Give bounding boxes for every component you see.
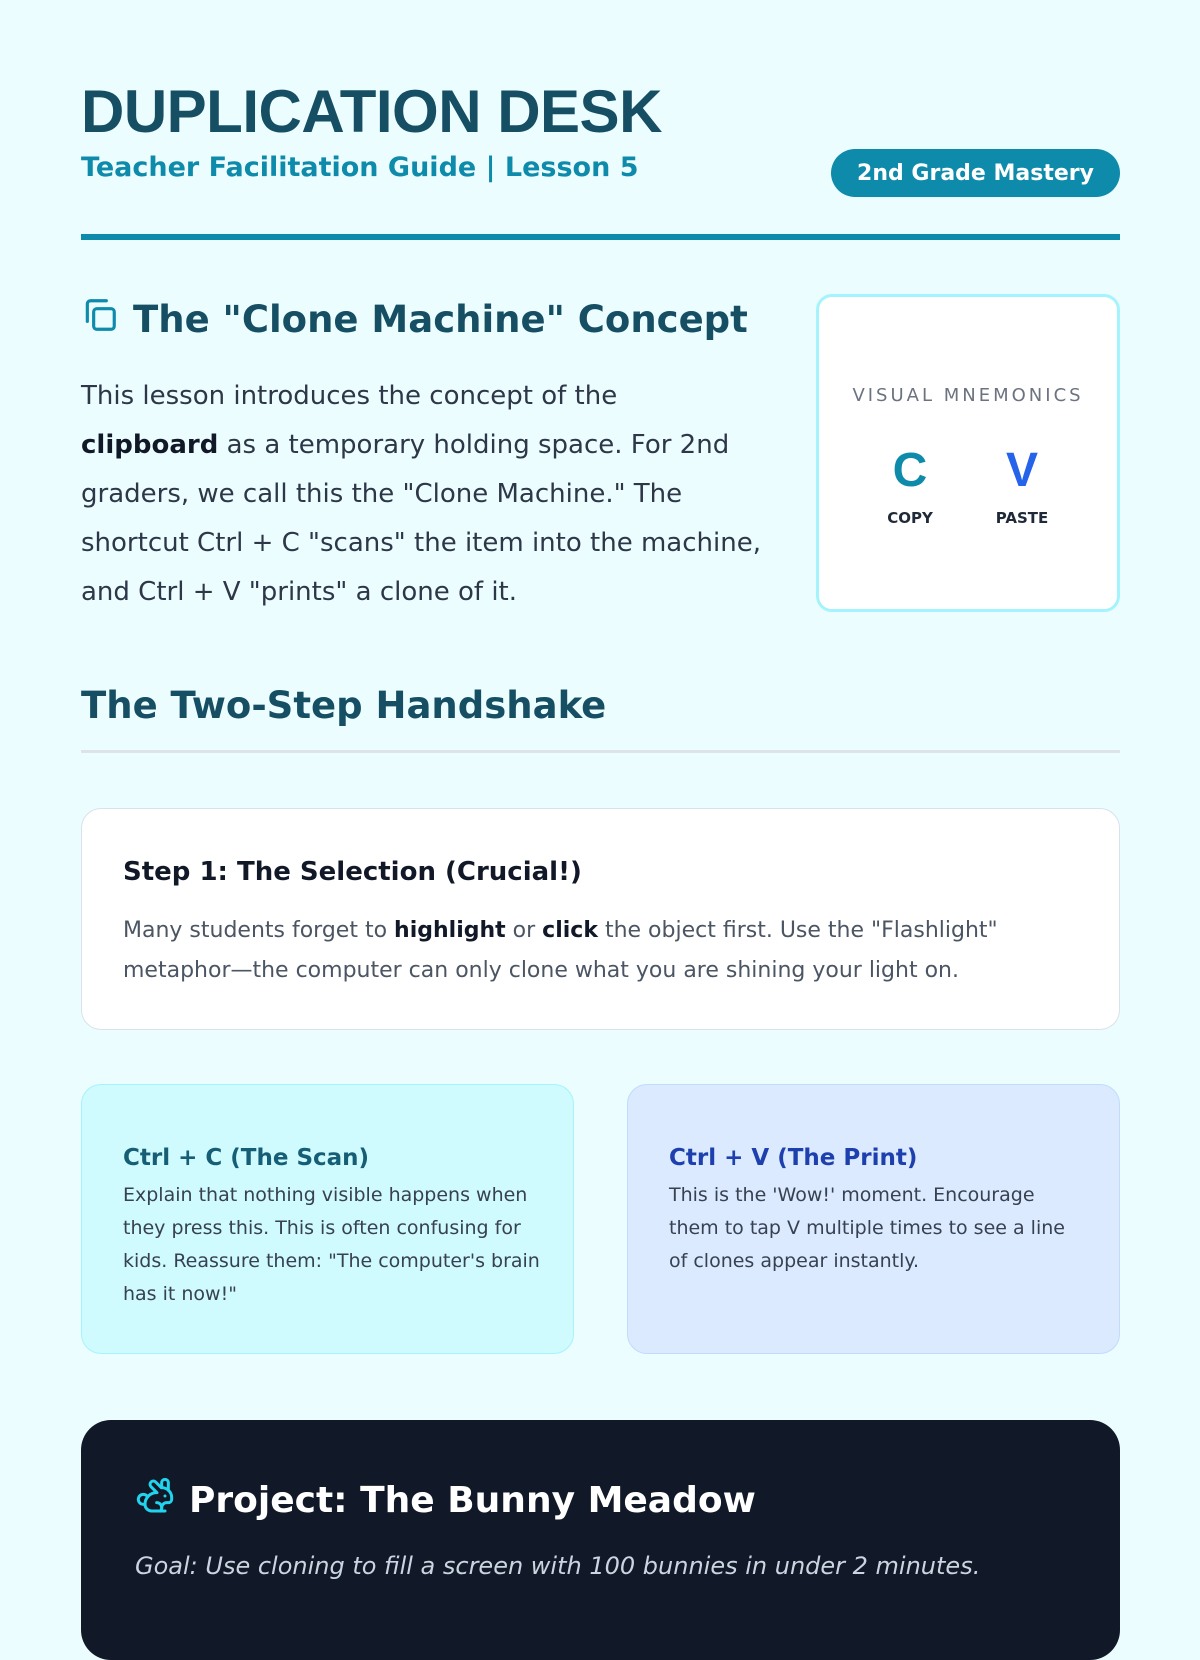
mnemonic-copy — [865, 444, 955, 527]
ctrl-v-text: This is the 'Wow!' moment. Encourage them to tap V multiple times to see a line of clones appear instantly. — [669, 1184, 1065, 1272]
step-1-text: Many students forget to highlight or click the object first. Use the "Flashlight" metaphor—the computer can only clone what you are shining your light on. — [123, 918, 998, 983]
project-goal: Goal: Use cloning to fill a screen with 100 bunnies in under 2 minutes. — [135, 1552, 981, 1580]
page-title: DUPLICATION DESK — [81, 78, 662, 145]
ctrl-v-title: Ctrl + V (The Print) — [669, 1145, 918, 1171]
project-heading — [135, 1476, 756, 1525]
mnemonic-paste — [977, 444, 1067, 527]
visual-mnemonics-card — [816, 294, 1120, 612]
clipboard-term: clipboard — [81, 430, 219, 460]
concept-heading-text: The "Clone Machine" Concept — [133, 298, 748, 341]
page-subtitle: Teacher Facilitation Guide | Lesson 5 — [81, 152, 639, 183]
step-1-title: Step 1: The Selection (Crucial!) — [123, 857, 582, 887]
ctrl-c-text: Explain that nothing visible happens when they press this. This is often confusing for kids. Reassure them: "The computer's brain has it now!" — [123, 1184, 540, 1305]
ctrl-v-card — [627, 1084, 1120, 1354]
mnemonics-label: VISUAL MNEMONICS — [852, 385, 1084, 406]
ctrl-c-card — [81, 1084, 574, 1354]
copy-icon — [81, 296, 119, 343]
grade-badge: 2nd Grade Mastery — [831, 149, 1120, 197]
handshake-divider — [81, 750, 1120, 753]
project-title: Project: The Bunny Meadow — [189, 1480, 756, 1521]
concept-paragraph: This lesson introduces the concept of the clipboard as a temporary holding space. For 2nd graders, we call this the "Clone Machine." The shortcut Ctrl + C "scans" the item into the machine, and Ctrl + V "prints" a clone of it. — [81, 381, 761, 607]
header-divider — [81, 234, 1120, 240]
mnemonic-letter-c: C — [892, 444, 928, 497]
rabbit-icon — [135, 1476, 175, 1525]
step-1-card — [81, 808, 1120, 1030]
concept-heading — [81, 296, 748, 343]
mnemonic-caption-copy: COPY — [887, 509, 933, 527]
handshake-heading: The Two-Step Handshake — [81, 684, 607, 727]
mnemonic-letter-v: V — [1005, 444, 1038, 497]
ctrl-c-title: Ctrl + C (The Scan) — [123, 1145, 370, 1171]
project-card — [81, 1420, 1120, 1660]
mnemonic-caption-paste: PASTE — [995, 509, 1049, 527]
